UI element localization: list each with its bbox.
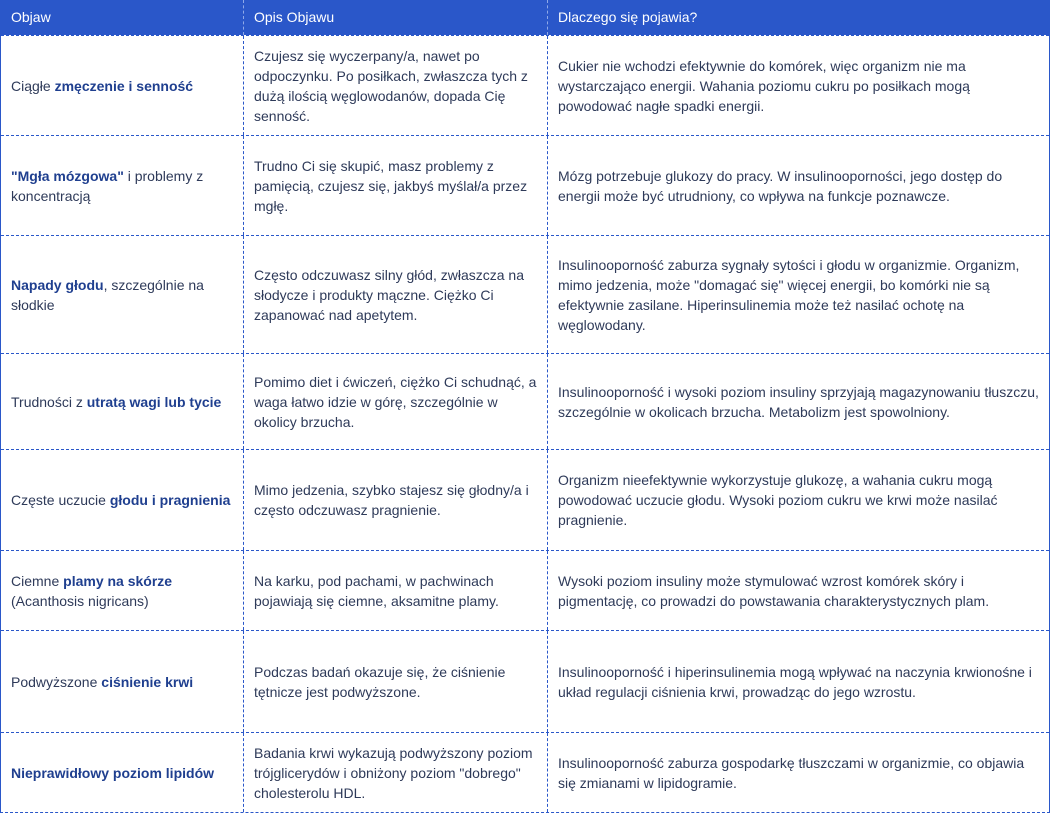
symptom-cell: Ciemne plamy na skórze (Acanthosis nigricans) [1,551,244,630]
table-row [1,550,1049,630]
reason-cell: Insulinooporność i wysoki poziom insuliny sprzyjają magazynowaniu tłuszczu, szczególnie w okolicach brzucha. Metabolizm jest spowolniony. [558,383,1039,420]
symptom-cell: Nieprawidłowy poziom lipidów [1,733,244,812]
table-row [1,235,1049,353]
reason-cell: Wysoki poziom insuliny może stymulować wzrost komórek skóry i pigmentację, co prowadzi do powstawania charakterystycznych plam. [558,572,990,609]
table-row [1,35,1049,135]
reason-cell: Insulinooporność i hiperinsulinemia mogą wpływać na naczynia krwionośne i układ regulacji ciśnienia krwi, prowadząc do jego wzrostu. [558,663,1032,700]
description-cell: Podczas badań okazuje się, że ciśnienie tętnicze jest podwyższone. [244,631,548,732]
reason-cell: Insulinooporność zaburza gospodarkę tłuszczami w organizmie, co objawia się zmianami w lipidogramie. [558,754,1025,791]
symptom-cell: "Mgła mózgowa" i problemy z koncentracją [1,136,244,235]
description-cell: Często odczuwasz silny głód, zwłaszcza na słodycze i produkty mączne. Ciężko Ci zapanować nad apetytem. [244,236,548,353]
table-row [1,353,1049,449]
header-description: Opis Objawu [244,0,548,35]
table-header [1,0,1049,35]
table-row [1,449,1049,550]
table-row [1,732,1049,812]
description-cell: Pomimo diet i ćwiczeń, ciężko Ci schudnąć, a waga łatwo idzie w górę, szczególnie w okolicy brzucha. [244,354,548,449]
symptom-cell: Podwyższone ciśnienie krwi [1,631,244,732]
reason-cell: Insulinooporność zaburza sygnały sytości i głodu w organizmie. Organizm, mimo jedzenia, może "domagać się" więcej energii, bo komórki nie są efektywnie zasilane. Hiperinsulinemia może też nasilać ochotę na węglowodany. [558,256,1020,333]
reason-cell: Organizm nieefektywnie wykorzystuje glukozę, a wahania cukru mogą powodować uczucie głodu. Wysoki poziom cukru we krwi może nasilać pragnienie. [558,472,998,528]
reason-cell: Cukier nie wchodzi efektywnie do komórek, więc organizm nie ma wystarczająco energii. Wahania poziomu cukru po posiłkach mogą powodować nagłe spadki energii. [558,57,970,114]
header-reason: Dlaczego się pojawia? [558,9,698,25]
symptom-cell: Częste uczucie głodu i pragnienia [1,450,244,550]
reason-cell: Mózg potrzebuje glukozy do pracy. W insulinooporności, jego dostęp do energii może być utrudniony, co wpływa na funkcje poznawcze. [558,167,1003,204]
table-row [1,135,1049,235]
description-cell: Badania krwi wykazują podwyższony poziom trójglicerydów i obniżony poziom "dobrego" cholesterolu HDL. [244,733,548,812]
symptom-cell: Ciągłe zmęczenie i senność [1,36,244,135]
table-row [1,630,1049,732]
description-cell: Czujesz się wyczerpany/a, nawet po odpoczynku. Po posiłkach, zwłaszcza tych z dużą ilością węglowodanów, dopada Cię senność. [244,36,548,135]
symptom-cell: Napady głodu, szczególnie na słodkie [1,236,244,353]
header-symptom: Objaw [1,0,244,35]
description-cell: Na karku, pod pachami, w pachwinach pojawiają się ciemne, aksamitne plamy. [244,551,548,630]
description-cell: Mimo jedzenia, szybko stajesz się głodny/a i często odczuwasz pragnienie. [244,450,548,550]
symptom-cell: Trudności z utratą wagi lub tycie [1,354,244,449]
description-cell: Trudno Ci się skupić, masz problemy z pamięcią, czujesz się, jakbyś myślał/a przez mgłę. [244,136,548,235]
